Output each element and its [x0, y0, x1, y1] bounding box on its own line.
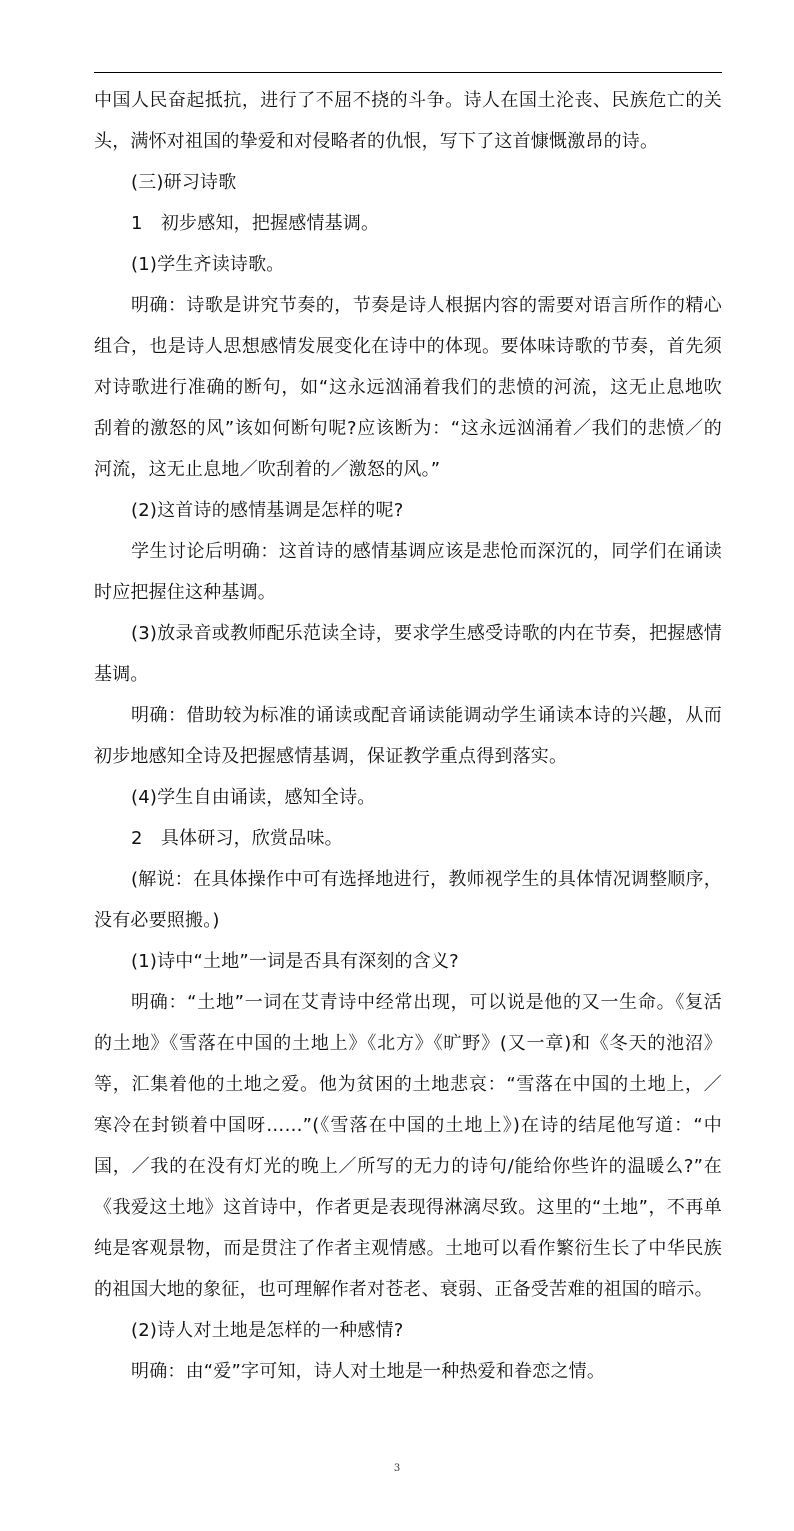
- paragraph: 明确：“土地”一词在艾青诗中经常出现，可以说是他的又一生命。《复活的土地》《雪落在中国的土地上》《北方》《旷野》(又一章)和《冬天的池沼》等，汇集着他的土地之爱。他为贫困的土地悲哀：“雪落在中国的土地上，／寒冷在封锁着中国呀……”(《雪落在中国的土地上》)在诗的结尾他写道：“中国，／我的在没有灯光的晚上／所写的无力的诗句/能给你些许的温暖么?”在《我爱这土地》这首诗中，作者更是表现得淋漓尽致。这里的“土地”，不再单纯是客观景物，而是贯注了作者主观情感。土地可以看作繁衍生长了中华民族的祖国大地的象征，也可理解作者对苍老、衰弱、正备受苦难的祖国的暗示。: [94, 992, 722, 1300]
- header-rule: [94, 72, 722, 73]
- note-paragraph: (解说：在具体操作中可有选择地进行，教师视学生的具体情况调整顺序，没有必要照搬。): [94, 869, 722, 931]
- question-item: (1)诗中“土地”一词是否具有深刻的含义?: [131, 951, 459, 972]
- question-item: (2)诗人对土地是怎样的一种感情?: [131, 1320, 404, 1341]
- question-item: (4)学生自由诵读，感知全诗。: [131, 787, 376, 808]
- question-item: (3)放录音或教师配乐范读全诗，要求学生感受诗歌的内在节奏，把握感情基调。: [94, 623, 722, 685]
- section-heading: (三)研习诗歌: [131, 172, 237, 193]
- page-number: 3: [393, 1463, 401, 1474]
- subsection-heading: 2 具体研习，欣赏品味。: [131, 828, 343, 849]
- paragraph: 学生讨论后明确：这首诗的感情基调应该是悲怆而深沉的，同学们在诵读时应把握住这种基调。: [94, 541, 722, 603]
- subsection-heading: 1 初步感知，把握感情基调。: [131, 213, 380, 234]
- question-item: (1)学生齐读诗歌。: [131, 254, 285, 275]
- paragraph: 明确：由“爱”字可知，诗人对土地是一种热爱和眷恋之情。: [131, 1361, 606, 1382]
- paragraph: 明确：借助较为标准的诵读或配音诵读能调动学生诵读本诗的兴趣，从而初步地感知全诗及把握感情基调，保证教学重点得到落实。: [94, 705, 722, 767]
- paragraph: 中国人民奋起抵抗，进行了不屈不挠的斗争。诗人在国土沦丧、民族危亡的关头，满怀对祖国的挚爱和对侵略者的仇恨，写下了这首慷慨激昂的诗。: [94, 90, 722, 152]
- document-body: [94, 80, 722, 1392]
- question-item: (2)这首诗的感情基调是怎样的呢?: [131, 500, 404, 521]
- paragraph: 明确：诗歌是讲究节奏的，节奏是诗人根据内容的需要对语言所作的精心组合，也是诗人思想感情发展变化在诗中的体现。要体味诗歌的节奏，首先须对诗歌进行准确的断句，如“这永远汹涌着我们的悲愤的河流，这无止息地吹刮着的激怒的风”该如何断句呢?应该断为：“这永远汹涌着／我们的悲愤／的河流，这无止息地／吹刮着的／激怒的风。”: [94, 295, 722, 480]
